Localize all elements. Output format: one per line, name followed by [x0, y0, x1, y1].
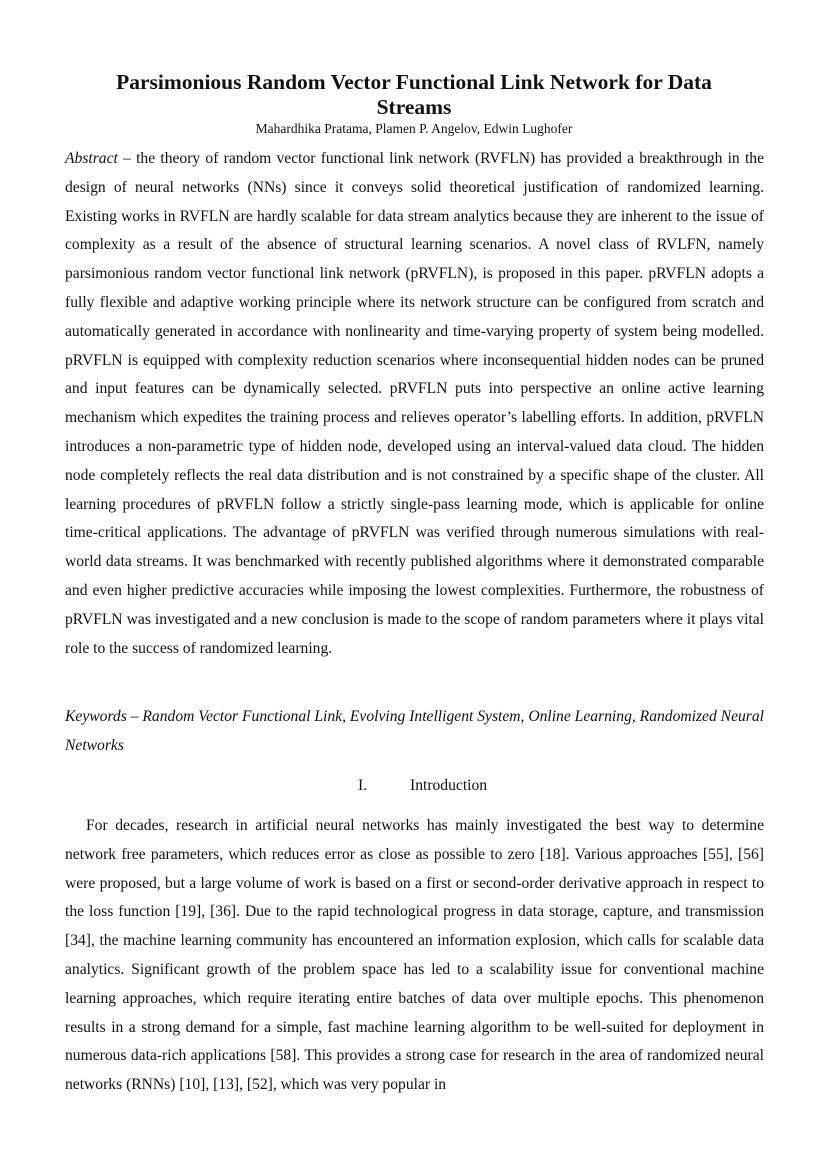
abstract-label: Abstract [65, 150, 118, 167]
abstract-text: the theory of random vector functional link network (RVFLN) has provided a breakthrough in the design of neural networks (NNs) since it conveys solid theoretical justification of randomized learning. Existing works in RVFLN are hardly scalable for data stream analytics because they are inherent to the issue of complexity as a result of the absence of structural learning scenarios. A novel class of RVLFN, namely parsimonious random vector functional link network (pRVFLN), is proposed in this paper. pRVFLN adopts a fully flexible and adaptive working principle where its network structure can be configured from scratch and automatically generated in accordance with nonlinearity and time-varying property of system being modelled. pRVFLN is equipped with complexity reduction scenarios where inconsequential hidden nodes can be pruned and input features can be dynamically selected. pRVFLN puts into perspective an online active learning mechanism which expedites the training process and relieves operator’s labelling efforts. In addition, pRVFLN introduces a non-parametric type of hidden node, developed using an interval-valued data cloud. The hidden node completely reflects the real data distribution and is not constrained by a specific shape of the cluster. All learning procedures of pRVFLN follow a strictly single-pass learning mode, which is applicable for online time-critical applications. The advantage of pRVFLN was verified through numerous simulations with real-world data streams. It was benchmarked with recently published algorithms where it demonstrated comparable and even higher predictive accuracies while imposing the lowest complexities. Furthermore, the robustness of pRVFLN was investigated and a new conclusion is made to the scope of random parameters where it plays vital role to the success of randomized learning. [65, 150, 765, 657]
abstract-paragraph [65, 145, 764, 663]
abstract-separator: – [117, 150, 137, 167]
section-title: Introduction [410, 777, 488, 794]
paper-authors: Mahardhika Pratama, Plamen P. Angelov, Edwin Lughofer [255, 121, 573, 136]
keywords-paragraph: Keywords – Random Vector Functional Link, Evolving Intelligent System, Online Learning, Randomized Neural Networks [65, 708, 764, 754]
section-number: I. [358, 777, 368, 794]
introduction-paragraph: For decades, research in artificial neural networks has mainly investigated the best way to determine network free parameters, which reduces error as close as possible to zero [18]. Various approaches [55], [56] were proposed, but a large volume of work is based on a first or second-order derivative approach in respect to the loss function [19], [36]. Due to the rapid technological progress in data storage, capture, and transmission [34], the machine learning community has encountered an information explosion, which calls for scalable data analytics. Significant growth of the problem space has led to a scalability issue for conventional machine learning approaches, which require iterating entire batches of data over multiple epochs. This phenomenon results in a strong demand for a simple, fast machine learning algorithm to be well-suited for deployment in numerous data-rich applications [58]. This provides a strong case for research in the area of randomized neural networks (RNNs) [10], [13], [52], which was very popular in [65, 817, 764, 1094]
paper-title: Parsimonious Random Vector Functional Link Network for Data Streams [116, 70, 712, 119]
